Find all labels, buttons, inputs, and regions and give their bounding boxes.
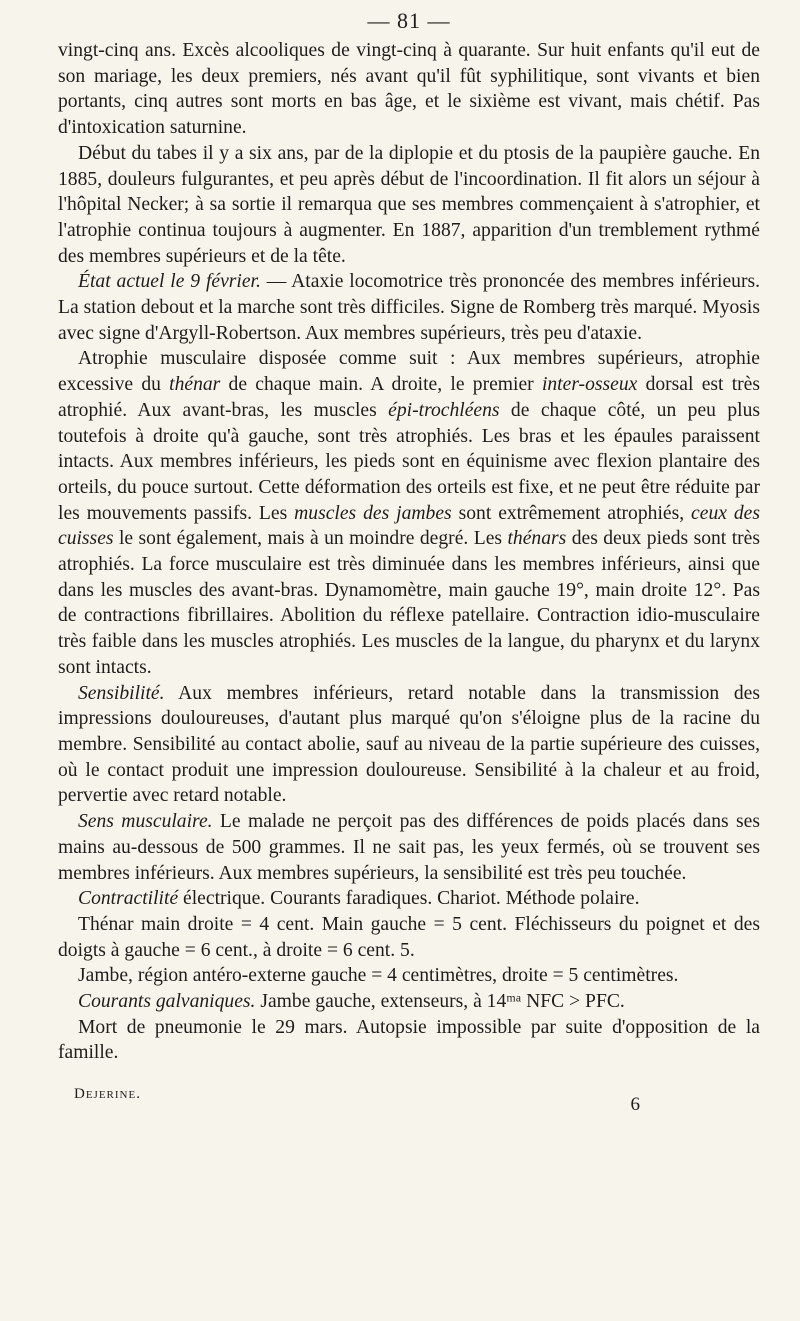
sensibility-heading: Sensibilité.	[78, 682, 165, 704]
paragraph-galvanic	[58, 989, 760, 1015]
atrophy-term: inter-osseux	[541, 374, 638, 396]
contractility-heading: Contractilité	[78, 888, 179, 910]
atrophy-text: des deux pieds sont très atrophiés. La force musculaire est très diminuée dans les membres inférieurs, ainsi que dans les muscles des avant-bras. Dynamomètre, main gauche 19°, main droite 12°. Pas de contractions fibrillaires. Abolition du réflexe patellaire. Contraction idio-musculaire très faible dans les muscles atrophiés. Les muscles de la langue, du pharynx et du larynx sont intacts.	[58, 528, 760, 678]
paragraph-thenar-measures: Thénar main droite = 4 cent. Main gauche = 5 cent. Fléchisseurs du poignet et des doigts à gauche = 6 cent., à droite = 6 cent. 5.	[58, 913, 760, 961]
galvanic-text: Jambe gauche, extenseurs, à 14ᵐᵃ NFC > PFC.	[255, 991, 625, 1013]
atrophy-text: Atrophie musculaire disposée comme suit : Aux membres supérieurs, atrophie excessive du	[58, 348, 760, 396]
atrophy-term: épi-trochléens	[388, 399, 500, 421]
current-state-heading: État actuel le 9 février.	[78, 271, 261, 293]
paragraph-death: Mort de pneumonie le 29 mars. Autopsie impossible par suite d'opposition de la famille.	[58, 1016, 760, 1064]
paragraph-current-state	[58, 269, 760, 346]
paragraph-history: vingt-cinq ans. Excès alcooliques de vingt-cinq à quarante. Sur huit enfants qu'il eut de son mariage, les deux premiers, nés avant qu'il fût syphilitique, sont vivants et bien portants, cinq autres sont morts en bas âge, et le sixième est vivant, mais chétif. Pas d'intoxication saturnine.	[58, 40, 760, 139]
galvanic-heading: Courants galvaniques.	[78, 991, 256, 1013]
atrophy-text: de chaque côté, un peu plus toutefois à droite qu'à gauche, sont très atrophiés. Les bras et les épaules paraissent intacts. Aux membres inférieurs, les pieds sont en équinisme avec flexion plantaire des orteils, du pouce surtout. Cette déformation des orteils est fixe, et ne peut être réduite par les mouvements passifs. Les	[58, 399, 761, 524]
paragraph-muscular-sense	[58, 809, 760, 886]
atrophy-text: de chaque main. A droite, le premier	[220, 374, 542, 396]
atrophy-term: thénars	[507, 528, 567, 550]
current-state-text: — Ataxie locomotrice très prononcée des membres inférieurs. La station debout et la marche sont très difficiles. Signe de Romberg très marqué. Myosis avec signe d'Argyll-Robertson. Aux membres supérieurs, très peu d'ataxie.	[58, 271, 760, 344]
muscular-sense-heading: Sens musculaire.	[78, 811, 213, 833]
atrophy-text: dorsal est très atrophié. Aux avant-bras, les muscles	[58, 374, 760, 421]
paragraph-contractility	[58, 886, 760, 912]
contractility-text: électrique. Courants faradiques. Chariot. Méthode polaire.	[178, 888, 640, 910]
atrophy-term: muscles des jambes	[294, 502, 452, 524]
paragraph-atrophy	[58, 346, 760, 680]
paragraph-onset: Début du tabes il y a six ans, par de la diplopie et du ptosis de la paupière gauche. En 1885, douleurs fulgurantes, et peu après début de l'incoordination. Il fit alors un séjour à l'hôpital Necker; à sa sortie il remarqua que ses membres commençaient à s'atrophier, et l'atrophie continua toujours à augmenter. En 1887, apparition d'un tremblement rythmé des membres supérieurs et de la tête.	[58, 142, 760, 267]
atrophy-text: le sont également, mais à un moindre degré. Les	[113, 528, 508, 550]
atrophy-term: ceux des cuisses	[58, 502, 760, 550]
paragraph-sensibility	[58, 681, 760, 810]
muscular-sense-text: Le malade ne perçoit pas des différences de poids placés dans ses mains au-dessous de 500 grammes. Il ne sait pas, les yeux fermés, où se trouvent ses membres inférieurs. Aux membres supérieurs, la sensibilité est très peu touchée.	[58, 811, 760, 884]
running-author: Dejerine.	[74, 1086, 141, 1103]
atrophy-term: thénar	[169, 374, 221, 396]
signature-mark: 6	[630, 1094, 640, 1116]
body-text	[58, 38, 760, 1066]
page-number: — 81 —	[367, 8, 451, 33]
sensibility-text: Aux membres inférieurs, retard notable dans la transmission des impressions douloureuses, d'autant plus marqué qu'on s'éloigne plus de la racine du membre. Sensibilité au contact abolie, sauf au niveau de la partie supérieure des cuisses, où le contact produit une impression douloureuse. Sensibilité à la chaleur et au froid, pervertie avec retard notable.	[58, 682, 760, 807]
atrophy-text: sont extrêmement atrophiés,	[451, 502, 692, 524]
page-footer	[58, 1086, 760, 1122]
paragraph-leg-measures: Jambe, région antéro-externe gauche = 4 centimètres, droite = 5 centimètres.	[78, 965, 679, 987]
